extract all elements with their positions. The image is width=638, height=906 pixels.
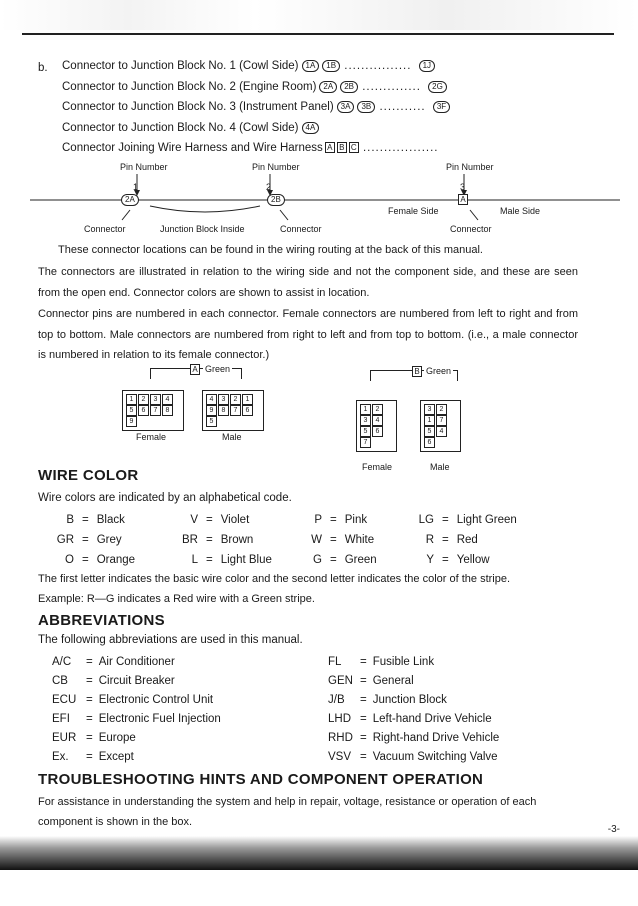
wire-color-note: The first letter indicates the basic wire color and the second letter indicates the color of the stripe. bbox=[38, 573, 511, 585]
connector-code: 1B bbox=[322, 60, 340, 72]
connector-a-color: Green bbox=[205, 364, 231, 374]
wire-color-code: BR bbox=[182, 534, 198, 546]
abbreviation-row bbox=[328, 751, 608, 770]
wire-color-name: Green bbox=[344, 554, 377, 566]
label-male-side: Male Side bbox=[500, 206, 541, 216]
connector-code-a: A bbox=[458, 194, 468, 205]
connector-line-text: Connector to Junction Block No. 2 (Engine Room) bbox=[62, 80, 317, 93]
wire-color-code: LG bbox=[418, 514, 434, 526]
equals-sign: = bbox=[82, 514, 89, 526]
connector-pin: 4 bbox=[162, 394, 173, 405]
equals-sign: = bbox=[86, 751, 93, 763]
abbreviation-row bbox=[52, 675, 312, 694]
abbreviation-meaning: Europe bbox=[98, 732, 136, 744]
abbreviation-code: ECU bbox=[52, 694, 77, 706]
pin-number-label-2: Pin Number bbox=[252, 162, 300, 172]
connector-pin: 3 bbox=[150, 394, 161, 405]
abbreviation-meaning: Vacuum Switching Valve bbox=[372, 751, 498, 763]
equals-sign: = bbox=[82, 534, 89, 546]
connector-a-male bbox=[202, 390, 264, 431]
abbreviation-code: RHD bbox=[328, 732, 353, 744]
abbreviation-meaning: Fusible Link bbox=[372, 656, 435, 668]
connector-code: 4A bbox=[302, 122, 320, 134]
connector-pin: 3 bbox=[218, 394, 229, 405]
connector-pin: 9 bbox=[206, 405, 217, 416]
equals-sign: = bbox=[360, 675, 367, 687]
abbreviation-row bbox=[328, 732, 608, 751]
connector-pin: 3 bbox=[424, 404, 435, 415]
equals-sign: = bbox=[86, 694, 93, 706]
connector-a-female bbox=[122, 390, 184, 431]
equals-sign: = bbox=[330, 514, 337, 526]
wire-color-code: GR bbox=[56, 534, 74, 546]
connector-line bbox=[62, 122, 622, 143]
connector-code: 2B bbox=[340, 81, 358, 93]
wire-color-code: B bbox=[66, 514, 74, 526]
connector-pin: 1 bbox=[126, 394, 137, 405]
equals-sign: = bbox=[86, 656, 93, 668]
abbreviations-right-column bbox=[328, 656, 608, 770]
connector-pin: 1 bbox=[424, 415, 435, 426]
connector-a-code: A bbox=[190, 364, 200, 375]
connector-pin: 8 bbox=[218, 405, 229, 416]
intro-paragraph-1: These connector locations can be found in the wiring routing at the back of this manual. bbox=[58, 244, 483, 256]
connector-pin: 3 bbox=[360, 415, 371, 426]
label-junction-block-inside: Junction Block Inside bbox=[160, 224, 245, 234]
wire-color-entry bbox=[298, 514, 367, 526]
connector-ref: 1J bbox=[419, 60, 435, 72]
connector-pin: 7 bbox=[436, 415, 447, 426]
connector-pin: 1 bbox=[242, 394, 253, 405]
label-connector-left: Connector bbox=[84, 224, 126, 234]
abbreviation-code: J/B bbox=[328, 694, 345, 706]
wire-color-entry bbox=[410, 514, 517, 526]
wire-color-name: Black bbox=[96, 514, 125, 526]
connector-pin: 7 bbox=[360, 437, 371, 448]
connector-b-male bbox=[420, 400, 461, 452]
connector-code: B bbox=[337, 142, 347, 153]
connector-a-female-label: Female bbox=[136, 432, 167, 442]
abbreviation-meaning: Except bbox=[98, 751, 134, 763]
connector-pin: 4 bbox=[372, 415, 383, 426]
connector-pin: 9 bbox=[126, 416, 137, 427]
leader-dots: ........... bbox=[375, 101, 430, 113]
wire-color-entry bbox=[410, 554, 490, 566]
connector-a-male-label: Male bbox=[222, 432, 242, 442]
wire-color-name: Grey bbox=[96, 534, 122, 546]
connector-example-b bbox=[350, 366, 480, 472]
wire-color-entry bbox=[410, 534, 478, 546]
wire-color-name: Orange bbox=[96, 554, 136, 566]
connector-b-code: B bbox=[412, 366, 422, 377]
connector-code-2b: 2B bbox=[267, 194, 285, 206]
connector-code-2a: 2A bbox=[121, 194, 139, 206]
abbreviation-meaning: Right-hand Drive Vehicle bbox=[372, 732, 500, 744]
connector-b-female bbox=[356, 400, 397, 452]
wire-color-intro: Wire colors are indicated by an alphabetical code. bbox=[38, 492, 292, 504]
connector-pin: 2 bbox=[372, 404, 383, 415]
abbreviation-meaning: Air Conditioner bbox=[98, 656, 175, 668]
connector-b-color: Green bbox=[426, 366, 452, 376]
connector-pin: 5 bbox=[424, 426, 435, 437]
equals-sign: = bbox=[86, 675, 93, 687]
wire-color-entry bbox=[50, 534, 122, 546]
connector-code: A bbox=[325, 142, 335, 153]
troubleshooting-text: For assistance in understanding the system and help in repair, voltage, resistance or operation of each component is shown in the box. bbox=[38, 796, 537, 828]
abbreviation-code: FL bbox=[328, 656, 342, 668]
abbreviations-intro: The following abbreviations are used in this manual. bbox=[38, 634, 303, 646]
scan-top-band bbox=[0, 0, 638, 30]
wire-color-code: L bbox=[191, 554, 198, 566]
equals-sign: = bbox=[442, 554, 449, 566]
wire-color-entry bbox=[50, 514, 125, 526]
pin-1-number: 1 bbox=[133, 182, 139, 192]
equals-sign: = bbox=[442, 514, 449, 526]
abbreviation-meaning: Circuit Breaker bbox=[98, 675, 175, 687]
equals-sign: = bbox=[206, 514, 213, 526]
connector-pin: 2 bbox=[230, 394, 241, 405]
connector-pin: 4 bbox=[436, 426, 447, 437]
page-number: -3- bbox=[607, 824, 620, 835]
wire-color-name: Light Blue bbox=[220, 554, 272, 566]
connector-list-prefix: b. bbox=[38, 62, 48, 74]
abbreviation-code: Ex. bbox=[52, 751, 69, 763]
wire-color-name: Brown bbox=[220, 534, 254, 546]
equals-sign: = bbox=[86, 732, 93, 744]
abbreviation-row bbox=[328, 675, 608, 694]
connector-code: C bbox=[349, 142, 359, 153]
wire-color-code: W bbox=[311, 534, 322, 546]
equals-sign: = bbox=[360, 732, 367, 744]
wire-color-name: Violet bbox=[220, 514, 250, 526]
connector-pin: 6 bbox=[242, 405, 253, 416]
connector-code: 3B bbox=[357, 101, 375, 113]
label-female-side: Female Side bbox=[388, 206, 439, 216]
pin-3-number: 3 bbox=[460, 182, 466, 192]
wire-color-code: G bbox=[313, 554, 322, 566]
connector-code: 2A bbox=[319, 81, 337, 93]
connector-pin: 4 bbox=[206, 394, 217, 405]
equals-sign: = bbox=[206, 554, 213, 566]
abbreviation-meaning: Junction Block bbox=[372, 694, 447, 706]
wire-color-entry bbox=[50, 554, 135, 566]
leader-dots: ................ bbox=[340, 60, 416, 72]
connector-line-text: Connector to Junction Block No. 1 (Cowl Side) bbox=[62, 60, 299, 72]
equals-sign: = bbox=[86, 713, 93, 725]
connector-pin: 2 bbox=[436, 404, 447, 415]
wire-color-entry bbox=[298, 534, 374, 546]
connector-ref: 2G bbox=[428, 81, 447, 93]
label-connector-right: Connector bbox=[450, 224, 492, 234]
connector-pin: 5 bbox=[360, 426, 371, 437]
connector-line bbox=[62, 60, 622, 81]
connector-line-text: Connector to Junction Block No. 4 (Cowl Side) bbox=[62, 121, 299, 134]
connector-line bbox=[62, 101, 622, 122]
abbreviation-code: VSV bbox=[328, 751, 352, 763]
connector-b-female-label: Female bbox=[362, 462, 393, 472]
pin-number-diagram bbox=[30, 160, 620, 240]
label-connector-mid: Connector bbox=[280, 224, 322, 234]
equals-sign: = bbox=[360, 751, 367, 763]
equals-sign: = bbox=[360, 656, 367, 668]
connector-pin: 6 bbox=[372, 426, 383, 437]
wire-color-name: Yellow bbox=[456, 554, 490, 566]
pin-2-number: 2 bbox=[266, 182, 272, 192]
wire-color-example: Example: R—G indicates a Red wire with a Green stripe. bbox=[38, 593, 315, 605]
header-rule bbox=[22, 33, 614, 35]
abbreviation-meaning: Left-hand Drive Vehicle bbox=[372, 713, 492, 725]
connector-code: 1A bbox=[302, 60, 320, 72]
connector-line bbox=[62, 81, 622, 102]
connector-pin: 8 bbox=[162, 405, 173, 416]
abbreviation-code: GEN bbox=[328, 675, 353, 687]
wire-color-entry bbox=[174, 534, 253, 546]
connector-line-text: Connector to Junction Block No. 3 (Instrument Panel) bbox=[62, 101, 334, 113]
equals-sign: = bbox=[206, 534, 213, 546]
leader-dots: .............. bbox=[358, 80, 426, 93]
wire-color-code: V bbox=[190, 514, 198, 526]
connector-pin: 1 bbox=[360, 404, 371, 415]
abbreviation-row bbox=[52, 694, 312, 713]
wire-color-entry bbox=[174, 514, 249, 526]
abbreviation-meaning: General bbox=[372, 675, 414, 687]
wire-color-heading: WIRE COLOR bbox=[38, 467, 139, 484]
scan-bottom-band bbox=[0, 836, 638, 870]
abbreviations-heading: ABBREVIATIONS bbox=[38, 612, 165, 629]
abbreviation-meaning: Electronic Fuel Injection bbox=[98, 713, 221, 725]
wire-color-name: White bbox=[344, 534, 375, 546]
intro-paragraph-2: The connectors are illustrated in relation to the wiring side and not the component side, and these are seen from the open end. Connector colors are shown to assist in location. bbox=[38, 266, 578, 299]
abbreviation-code: EUR bbox=[52, 732, 77, 744]
wire-color-code: O bbox=[65, 554, 74, 566]
connector-example-a bbox=[110, 364, 280, 448]
leader-dots: .................. bbox=[358, 142, 439, 154]
connector-pin: 2 bbox=[138, 394, 149, 405]
wire-color-name: Light Green bbox=[456, 514, 517, 526]
abbreviation-row bbox=[52, 713, 312, 732]
wire-color-code: P bbox=[314, 514, 322, 526]
abbreviation-row bbox=[328, 694, 608, 713]
abbreviation-code: A/C bbox=[52, 656, 72, 668]
intro-paragraph-3: Connector pins are numbered in each connector. Female connectors are numbered from left to right and from top to bottom. Male connectors are numbered from right to left and from top to bottom. (i.e., a male connector is numbered in relation to its female connector.) bbox=[38, 308, 578, 361]
connector-code: 3A bbox=[337, 101, 355, 113]
abbreviation-row bbox=[328, 656, 608, 675]
wire-color-name: Red bbox=[456, 534, 478, 546]
equals-sign: = bbox=[330, 534, 337, 546]
abbreviation-row bbox=[52, 751, 312, 770]
connector-pin: 7 bbox=[230, 405, 241, 416]
abbreviation-row bbox=[52, 656, 312, 675]
equals-sign: = bbox=[442, 534, 449, 546]
equals-sign: = bbox=[360, 694, 367, 706]
abbreviation-code: EFI bbox=[52, 713, 70, 725]
connector-ref: 3F bbox=[433, 101, 450, 113]
wire-color-entry bbox=[174, 554, 272, 566]
abbreviation-row bbox=[52, 732, 312, 751]
connector-pin: 5 bbox=[126, 405, 137, 416]
connector-pin: 6 bbox=[138, 405, 149, 416]
wire-color-entry bbox=[298, 554, 377, 566]
troubleshooting-heading: TROUBLESHOOTING HINTS AND COMPONENT OPERATION bbox=[38, 771, 484, 788]
wire-color-code: R bbox=[425, 534, 434, 546]
equals-sign: = bbox=[360, 713, 367, 725]
pin-number-label-3: Pin Number bbox=[446, 162, 494, 172]
abbreviation-code: CB bbox=[52, 675, 68, 687]
connector-pin: 6 bbox=[424, 437, 435, 448]
wire-color-name: Pink bbox=[344, 514, 368, 526]
connector-pin: 5 bbox=[206, 416, 217, 427]
abbreviation-code: LHD bbox=[328, 713, 352, 725]
wire-color-code: Y bbox=[426, 554, 434, 566]
connector-pin: 7 bbox=[150, 405, 161, 416]
abbreviations-left-column bbox=[52, 656, 312, 770]
connector-line-text: Connector Joining Wire Harness and Wire Harness bbox=[62, 142, 323, 154]
equals-sign: = bbox=[330, 554, 337, 566]
equals-sign: = bbox=[82, 554, 89, 566]
abbreviation-row bbox=[328, 713, 608, 732]
abbreviation-meaning: Electronic Control Unit bbox=[98, 694, 214, 706]
connector-b-male-label: Male bbox=[430, 462, 450, 472]
pin-number-label-1: Pin Number bbox=[120, 162, 168, 172]
connector-list bbox=[62, 60, 622, 163]
